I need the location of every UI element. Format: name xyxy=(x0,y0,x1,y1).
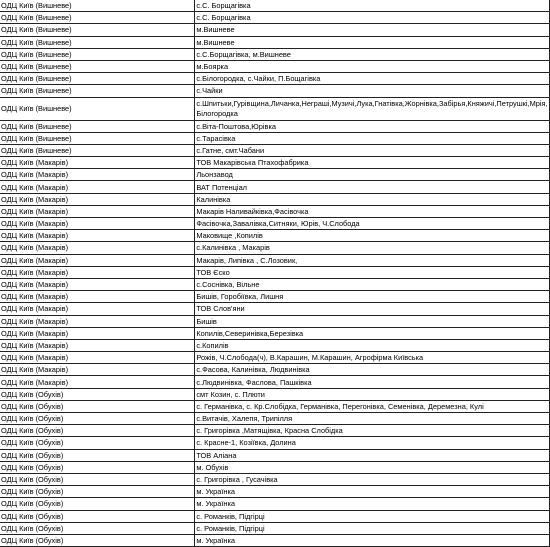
places-cell[interactable]: Бишів, Горобіївка, Лишня xyxy=(195,291,550,303)
places-cell[interactable]: с. Красне-1, Козіївка, Долина xyxy=(195,437,550,449)
region-cell[interactable]: ОДЦ Київ (Вишневе) xyxy=(0,85,195,97)
region-cell[interactable]: ОДЦ Київ (Макарів) xyxy=(0,352,195,364)
table-row xyxy=(0,254,550,266)
region-cell[interactable]: ОДЦ Київ (Вишневе) xyxy=(0,12,195,24)
table-row xyxy=(0,352,550,364)
places-cell[interactable]: с.С.Борщагівка, м.Вишневе xyxy=(195,48,550,60)
region-cell[interactable]: ОДЦ Київ (Макарів) xyxy=(0,218,195,230)
places-cell[interactable]: смт Козин, с. Плюти xyxy=(195,388,550,400)
table-row xyxy=(0,169,550,181)
region-cell[interactable]: ОДЦ Київ (Обухів) xyxy=(0,498,195,510)
table-row xyxy=(0,85,550,97)
table-row xyxy=(0,205,550,217)
places-cell[interactable]: м.Вишневе xyxy=(195,36,550,48)
region-cell[interactable]: ОДЦ Київ (Обухів) xyxy=(0,510,195,522)
table-row xyxy=(0,437,550,449)
places-cell[interactable]: с. Григорівка ,Матящівка, Красна Слобідка xyxy=(195,425,550,437)
table-row xyxy=(0,266,550,278)
places-cell[interactable]: с.С. Борщагівка xyxy=(195,0,550,12)
region-cell[interactable]: ОДЦ Київ (Обухів) xyxy=(0,413,195,425)
places-cell[interactable]: с. Германівка, с. Кр.Слобідка, Германівка, Перегонівка, Семенівка, Деремезна, Кулі xyxy=(195,400,550,412)
region-cell[interactable]: ОДЦ Київ (Вишневе) xyxy=(0,24,195,36)
region-cell[interactable]: ОДЦ Київ (Макарів) xyxy=(0,254,195,266)
region-cell[interactable]: ОДЦ Київ (Макарів) xyxy=(0,327,195,339)
places-cell[interactable]: с.Соснівка, Вільне xyxy=(195,278,550,290)
places-cell[interactable]: м. Обухів xyxy=(195,461,550,473)
places-cell[interactable]: с. Григорівка , Гусачівка xyxy=(195,473,550,485)
table-row xyxy=(0,0,550,12)
region-cell[interactable]: ОДЦ Київ (Обухів) xyxy=(0,473,195,485)
table-row xyxy=(0,12,550,24)
table-row xyxy=(0,303,550,315)
region-cell[interactable]: ОДЦ Київ (Вишневе) xyxy=(0,60,195,72)
region-cell[interactable]: ОДЦ Київ (Макарів) xyxy=(0,376,195,388)
places-cell[interactable]: ТОВ Аліана xyxy=(195,449,550,461)
places-cell[interactable]: с.Гатне, смт.Чабани xyxy=(195,144,550,156)
region-cell[interactable]: ОДЦ Київ (Вишневе) xyxy=(0,48,195,60)
region-cell[interactable]: ОДЦ Київ (Вишневе) xyxy=(0,144,195,156)
region-cell[interactable]: ОДЦ Київ (Обухів) xyxy=(0,522,195,534)
region-cell[interactable]: ОДЦ Київ (Вишневе) xyxy=(0,73,195,85)
region-cell[interactable]: ОДЦ Київ (Обухів) xyxy=(0,449,195,461)
places-cell[interactable]: Маковище ,Копилів xyxy=(195,230,550,242)
table-row xyxy=(0,60,550,72)
region-cell[interactable]: ОДЦ Київ (Обухів) xyxy=(0,437,195,449)
table-row xyxy=(0,413,550,425)
places-cell[interactable]: Макарів Наливайківка,Фасівочка xyxy=(195,205,550,217)
table-row xyxy=(0,278,550,290)
region-cell[interactable]: ОДЦ Київ (Макарів) xyxy=(0,230,195,242)
places-cell[interactable]: Рожів, Ч.Слобода(ч), В.Карашин, М.Карашин, Агрофірма Київська xyxy=(195,352,550,364)
table-row xyxy=(0,473,550,485)
region-cell[interactable]: ОДЦ Київ (Макарів) xyxy=(0,339,195,351)
table-row xyxy=(0,510,550,522)
table-row xyxy=(0,218,550,230)
region-cell[interactable]: ОДЦ Київ (Макарів) xyxy=(0,266,195,278)
table-row xyxy=(0,132,550,144)
places-cell[interactable]: Копилів,Северинівка,Березівка xyxy=(195,327,550,339)
region-cell[interactable]: ОДЦ Київ (Обухів) xyxy=(0,400,195,412)
table-row xyxy=(0,315,550,327)
table-row xyxy=(0,534,550,546)
region-cell[interactable]: ОДЦ Київ (Обухів) xyxy=(0,388,195,400)
places-cell[interactable]: ВАТ Потенціал xyxy=(195,181,550,193)
region-cell[interactable]: ОДЦ Київ (Макарів) xyxy=(0,169,195,181)
places-cell[interactable]: ТОВ Єско xyxy=(195,266,550,278)
places-cell[interactable]: с.Чайки xyxy=(195,85,550,97)
table-row xyxy=(0,181,550,193)
table-row xyxy=(0,388,550,400)
region-cell[interactable]: ОДЦ Київ (Обухів) xyxy=(0,461,195,473)
region-cell[interactable]: ОДЦ Київ (Вишневе) xyxy=(0,132,195,144)
places-cell[interactable]: с.Білогородка, с.Чайки, П.Бощагівка xyxy=(195,73,550,85)
places-cell[interactable]: м. Українка xyxy=(195,486,550,498)
places-cell[interactable]: Макарів, Липівка , С.Лозовик, xyxy=(195,254,550,266)
region-cell[interactable]: ОДЦ Київ (Макарів) xyxy=(0,291,195,303)
places-cell[interactable]: с.Калинівка , Макарів xyxy=(195,242,550,254)
table-row xyxy=(0,425,550,437)
region-cell[interactable]: ОДЦ Київ (Макарів) xyxy=(0,181,195,193)
places-cell[interactable]: с.С. Борщагівка xyxy=(195,12,550,24)
places-cell[interactable]: м. Українка xyxy=(195,498,550,510)
table-row xyxy=(0,400,550,412)
places-cell[interactable]: м.Боярка xyxy=(195,60,550,72)
places-cell[interactable]: с.Шпитьки,Гурівщина,Личанка,Неграші,Музичі,Лука,Гнатівка,Жорнівка,Забірья,Княжичі,Петрушкі,Мрія,Білогородка xyxy=(195,97,550,120)
places-cell[interactable]: м. Українка xyxy=(195,534,550,546)
table-row xyxy=(0,73,550,85)
places-cell[interactable]: Фасівочка,Завалівка,Ситняки, Юрів, Ч.Слобода xyxy=(195,218,550,230)
table-row xyxy=(0,461,550,473)
places-cell[interactable]: с.Віта-Поштова,Юрівка xyxy=(195,120,550,132)
places-cell[interactable]: с.Тарасівка xyxy=(195,132,550,144)
region-cell[interactable]: ОДЦ Київ (Макарів) xyxy=(0,205,195,217)
places-cell[interactable]: Льонзавод xyxy=(195,169,550,181)
region-cell[interactable]: ОДЦ Київ (Макарів) xyxy=(0,278,195,290)
region-cell[interactable]: ОДЦ Київ (Макарів) xyxy=(0,242,195,254)
places-cell[interactable]: с.Фасова, Калинівка, Людвинівка xyxy=(195,364,550,376)
table-row xyxy=(0,364,550,376)
table-row xyxy=(0,498,550,510)
region-cell[interactable]: ОДЦ Київ (Макарів) xyxy=(0,157,195,169)
table-row xyxy=(0,486,550,498)
places-cell[interactable]: с.Людвинівка, Фаслова, Пашківка xyxy=(195,376,550,388)
table-row xyxy=(0,36,550,48)
table-row xyxy=(0,144,550,156)
table-row xyxy=(0,97,550,120)
region-cell[interactable]: ОДЦ Київ (Вишневе) xyxy=(0,0,195,12)
table-row xyxy=(0,339,550,351)
region-cell[interactable]: ОДЦ Київ (Макарів) xyxy=(0,193,195,205)
table-row xyxy=(0,193,550,205)
places-cell[interactable]: ТОВ Макарівська Птахофабрика xyxy=(195,157,550,169)
places-cell[interactable]: с.Копилів xyxy=(195,339,550,351)
places-cell[interactable]: ТОВ Слов'яни xyxy=(195,303,550,315)
region-cell[interactable]: ОДЦ Київ (Вишневе) xyxy=(0,36,195,48)
region-cell[interactable]: ОДЦ Київ (Макарів) xyxy=(0,364,195,376)
region-cell[interactable]: ОДЦ Київ (Макарів) xyxy=(0,303,195,315)
table-row xyxy=(0,376,550,388)
table-row xyxy=(0,48,550,60)
places-cell[interactable]: м.Вишневе xyxy=(195,24,550,36)
table-row xyxy=(0,291,550,303)
region-cell[interactable]: ОДЦ Київ (Обухів) xyxy=(0,486,195,498)
table-row xyxy=(0,449,550,461)
region-cell[interactable]: ОДЦ Київ (Вишневе) xyxy=(0,97,195,120)
region-cell[interactable]: ОДЦ Київ (Обухів) xyxy=(0,425,195,437)
table-row xyxy=(0,157,550,169)
table-row xyxy=(0,242,550,254)
region-cell[interactable]: ОДЦ Київ (Макарів) xyxy=(0,315,195,327)
places-cell[interactable]: Калинівка xyxy=(195,193,550,205)
region-cell[interactable]: ОДЦ Київ (Вишневе) xyxy=(0,120,195,132)
table-row xyxy=(0,120,550,132)
table-row xyxy=(0,230,550,242)
table-row xyxy=(0,327,550,339)
places-cell[interactable]: с. Романків, Підгірці xyxy=(195,522,550,534)
places-cell[interactable]: с. Романків, Підгірці xyxy=(195,510,550,522)
places-cell[interactable]: с.Витачів, Халепя, Трипілля xyxy=(195,413,550,425)
places-cell[interactable]: Бишів xyxy=(195,315,550,327)
region-cell[interactable]: ОДЦ Київ (Обухів) xyxy=(0,534,195,546)
table-row xyxy=(0,522,550,534)
table-row xyxy=(0,24,550,36)
